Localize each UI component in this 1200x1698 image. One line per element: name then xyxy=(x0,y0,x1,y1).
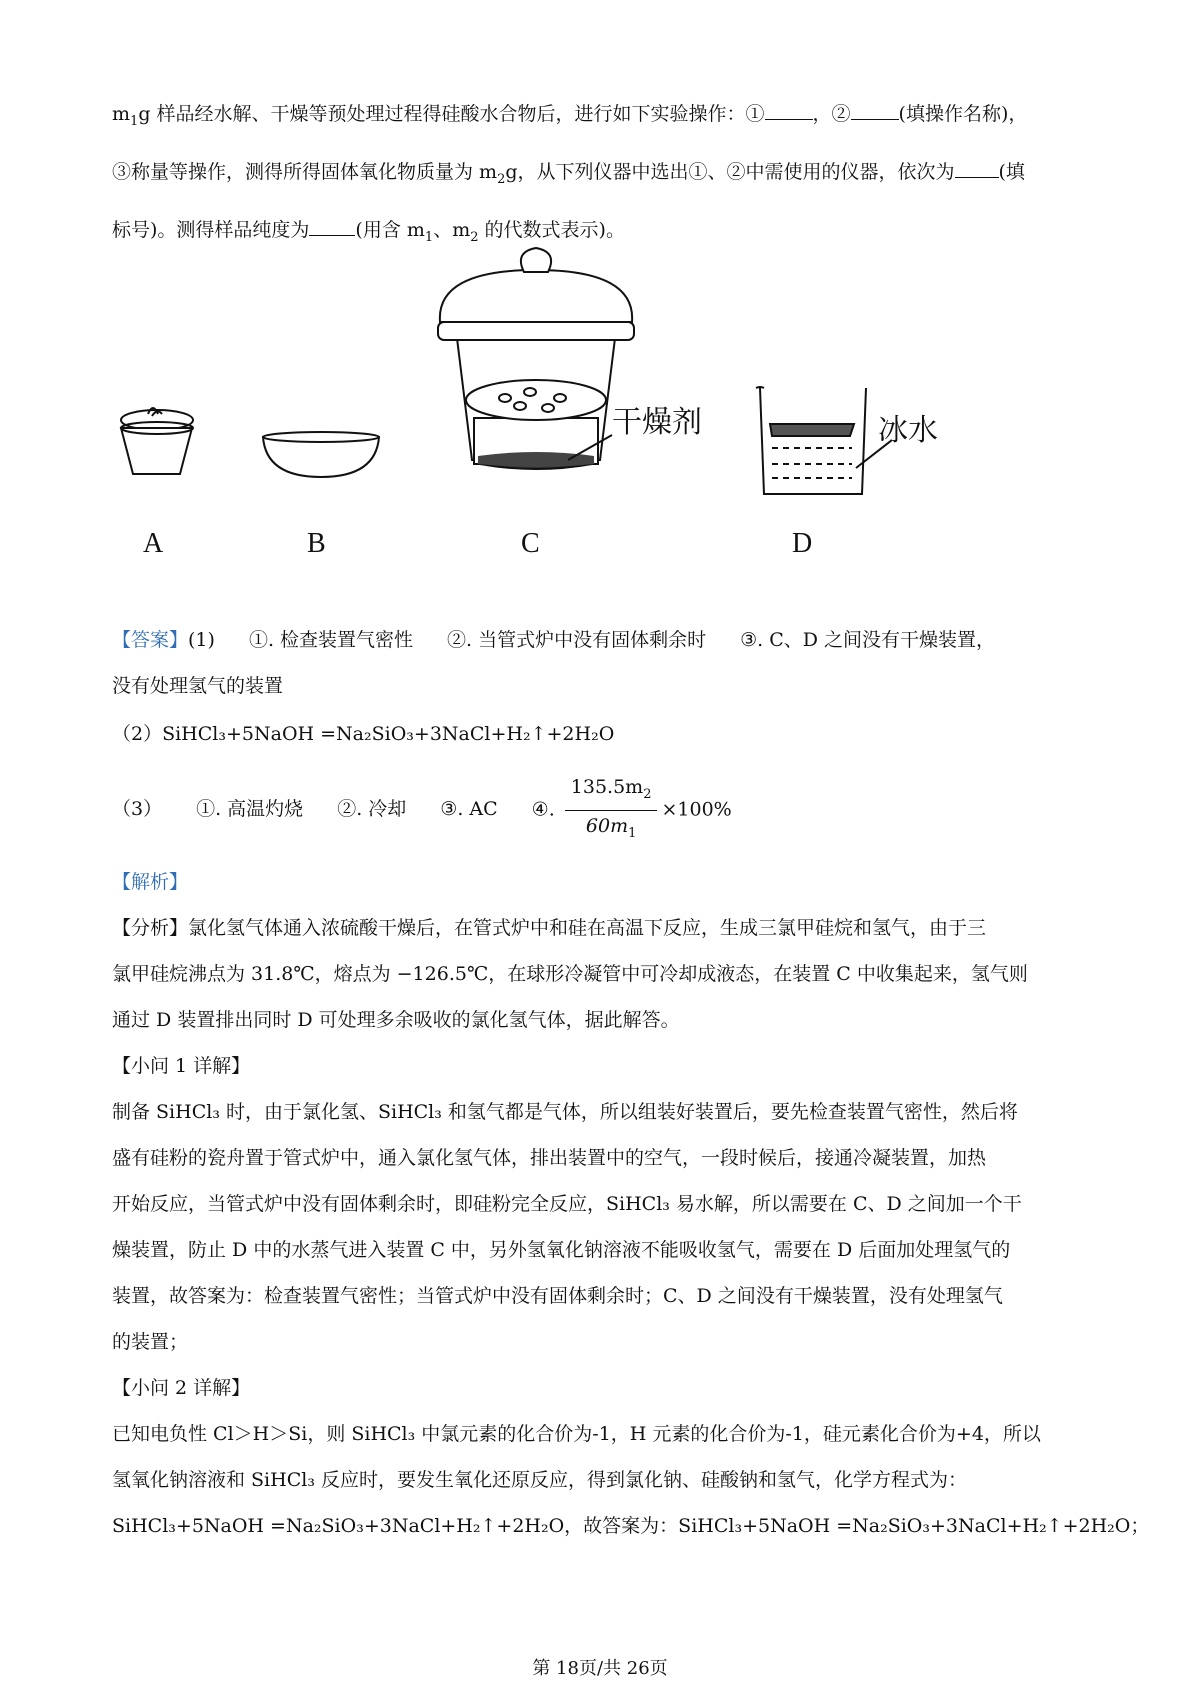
analysis-line-1: 【分析】氯化氢气体通入浓硫酸干燥后，在管式炉中和硅在高温下反应，生成三氯甲硅烷和氢气，由于三 xyxy=(112,917,987,939)
analysis-line-2: 氯甲硅烷沸点为 31.8℃，熔点为 −126.5℃，在球形冷凝管中可冷却成液态，在装置 C 中收集起来，氢气则 xyxy=(112,963,1028,985)
subquestion-1-line-1: 制备 SiHCl₃ 时，由于氯化氢、SiHCl₃ 和氢气都是气体，所以组装好装置后，要先检查装置气密性，然后将 xyxy=(112,1101,1018,1123)
analysis-line-3: 通过 D 装置排出同时 D 可处理多余吸收的氯化氢气体，据此解答。 xyxy=(112,1009,680,1031)
ice-water-label: 冰水 xyxy=(878,413,938,448)
subquestion-1-line-6: 的装置； xyxy=(112,1331,189,1353)
apparatus-figure xyxy=(0,230,1200,550)
question-line-3: 标号)。测得样品纯度为 (用含 $m_1$、$m_2$ 的代数式表示)。 xyxy=(112,219,625,245)
subquestion-1-heading: 【小问 1 详解】 xyxy=(112,1055,251,1077)
subquestion-2-line-3: SiHCl₃+5NaOH =Na₂SiO₃+3NaCl+H₂↑+2H₂O，故答案为：SiHCl₃+5NaOH =Na₂SiO₃+3NaCl+H₂↑+2H₂O； xyxy=(112,1515,1150,1537)
desiccant-label: 干燥剂 xyxy=(612,405,702,440)
answer-line-2: （2）SiHCl₃+5NaOH =Na₂SiO₃+3NaCl+H₂↑+2H₂O xyxy=(112,723,615,745)
figure-label-d: D xyxy=(792,528,813,559)
evaporating-dish-b xyxy=(263,432,379,477)
figure-label-c: C xyxy=(521,528,540,559)
question-line-2: ③称量等操作，测得所得固体氧化物质量为 $m_2g$，从下列仪器中选出①、②中需使用的仪器，依次为 (填 xyxy=(112,161,1025,187)
figure-label-a: A xyxy=(143,528,164,559)
page-footer: 第 18页/共 26页 xyxy=(532,1658,668,1679)
question-line-1: $m_1g$ 样品经水解、干燥等预处理过程得硅酸水合物后，进行如下实验操作：① ，② (填操作名称)， xyxy=(112,103,1028,129)
purity-fraction: $\frac{135.5m_2}{60m_1}$ xyxy=(565,772,658,849)
crucible-a xyxy=(121,408,193,474)
analysis-tag: 【解析】 xyxy=(112,871,189,893)
subquestion-2-line-1: 已知电负性 Cl＞H＞Si，则 SiHCl₃ 中氯元素的化合价为-1，H 元素的化合价为-1，硅元素化合价为+4，所以 xyxy=(112,1423,1041,1445)
subquestion-2-heading: 【小问 2 详解】 xyxy=(112,1377,251,1399)
desiccator-c xyxy=(438,248,634,469)
blank-2 xyxy=(851,118,899,120)
figure-label-b: B xyxy=(307,528,326,559)
subquestion-1-line-2: 盛有硅粉的瓷舟置于管式炉中，通入氯化氢气体，排出装置中的空气，一段时候后，接通冷凝装置，加热 xyxy=(112,1147,987,1169)
subquestion-1-line-3: 开始反应，当管式炉中没有固体剩余时，即硅粉完全反应，SiHCl₃ 易水解，所以需要在 C、D 之间加一个干 xyxy=(112,1193,1022,1215)
blank-1 xyxy=(765,118,813,120)
answer-line-3: （3） ①. 高温灼烧 ②. 冷却 ③. AC ④. $\frac{135.5m_2}{60m_1}$ ×100% xyxy=(112,772,732,849)
answer-tag: 【答案】 xyxy=(112,629,189,651)
subquestion-1-line-5: 装置，故答案为：检查装置气密性；当管式炉中没有固体剩余时；C、D 之间没有干燥装置，没有处理氢气 xyxy=(112,1285,1003,1307)
beaker-d xyxy=(756,387,892,494)
answer-line-1-cont: 没有处理氢气的装置 xyxy=(112,675,284,697)
answer-line-1: 【答案】(1) ①. 检查装置气密性 ②. 当管式炉中没有固体剩余时 ③. C、D 之间没有干燥装置， xyxy=(112,629,996,651)
blank-3 xyxy=(955,176,999,178)
subquestion-2-line-2: 氢氧化钠溶液和 SiHCl₃ 反应时，要发生氧化还原反应，得到氯化钠、硅酸钠和氢气，化学方程式为： xyxy=(112,1469,967,1491)
subquestion-1-line-4: 燥装置，防止 D 中的水蒸气进入装置 C 中，另外氢氧化钠溶液不能吸收氢气，需要在 D 后面加处理氢气的 xyxy=(112,1239,1011,1261)
